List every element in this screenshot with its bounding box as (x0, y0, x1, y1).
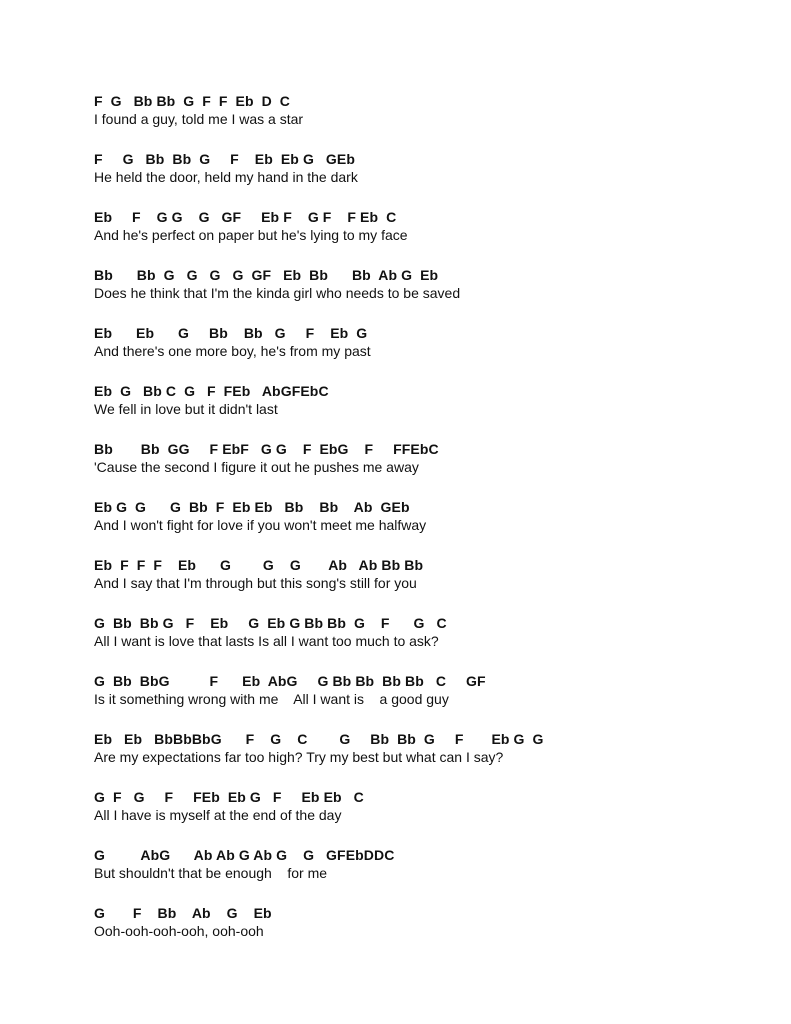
notes-line: G F Bb Ab G Eb (94, 905, 272, 921)
lyric-line: And there's one more boy, he's from my past (94, 343, 371, 359)
lyric-line: Does he think that I'm the kinda girl who needs to be saved (94, 285, 461, 301)
lyric-line: 'Cause the second I figure it out he pushes me away (94, 459, 419, 475)
notes-line: Eb F F F Eb G G G Ab Ab Bb Bb (94, 557, 424, 573)
verse-12 (94, 730, 754, 766)
notes-line: G AbG Ab Ab G Ab G G GFEbDDC (94, 847, 395, 863)
verse-8 (94, 498, 754, 534)
verse-11 (94, 672, 754, 708)
verse-4 (94, 266, 754, 302)
lyric-line: Is it something wrong with me All I want is a good guy (94, 691, 449, 707)
notes-line: G Bb BbG F Eb AbG G Bb Bb Bb Bb C GF (94, 673, 486, 689)
song-sheet (94, 92, 754, 962)
verse-5 (94, 324, 754, 360)
verse-15 (94, 904, 754, 940)
lyric-line: He held the door, held my hand in the dark (94, 169, 358, 185)
lyric-line: And he's perfect on paper but he's lying to my face (94, 227, 408, 243)
notes-line: G F G F FEb Eb G F Eb Eb C (94, 789, 364, 805)
notes-line: Bb Bb GG F EbF G G F EbG F FFEbC (94, 441, 439, 457)
notes-line: F G Bb Bb G F Eb Eb G GEb (94, 151, 355, 167)
verse-9 (94, 556, 754, 592)
lyric-line: Are my expectations far too high? Try my best but what can I say? (94, 749, 504, 765)
notes-line: Eb Eb G Bb Bb G F Eb G (94, 325, 368, 341)
notes-line: F G Bb Bb G F F Eb D C (94, 93, 290, 109)
notes-line: G Bb Bb G F Eb G Eb G Bb Bb G F G C (94, 615, 447, 631)
lyric-line: We fell in love but it didn't last (94, 401, 278, 417)
notes-line: Eb Eb BbBbBbG F G C G Bb Bb G F Eb G G (94, 731, 544, 747)
verse-13 (94, 788, 754, 824)
verse-3 (94, 208, 754, 244)
notes-line: Bb Bb G G G G GF Eb Bb Bb Ab G Eb (94, 267, 439, 283)
verse-14 (94, 846, 754, 882)
lyric-line: But shouldn't that be enough for me (94, 865, 328, 881)
verse-6 (94, 382, 754, 418)
notes-line: Eb G Bb C G F FEb AbGFEbC (94, 383, 329, 399)
lyric-line: All I want is love that lasts Is all I want too much to ask? (94, 633, 439, 649)
verse-7 (94, 440, 754, 476)
notes-line: Eb G G G Bb F Eb Eb Bb Bb Ab GEb (94, 499, 410, 515)
lyric-line: All I have is myself at the end of the day (94, 807, 342, 823)
verse-2 (94, 150, 754, 186)
lyric-line: And I say that I'm through but this song's still for you (94, 575, 417, 591)
lyric-line: And I won't fight for love if you won't meet me halfway (94, 517, 427, 533)
lyric-line: I found a guy, told me I was a star (94, 111, 304, 127)
notes-line: Eb F G G G GF Eb F G F F Eb C (94, 209, 397, 225)
lyric-line: Ooh-ooh-ooh-ooh, ooh-ooh (94, 923, 264, 939)
verse-1 (94, 92, 754, 128)
verse-10 (94, 614, 754, 650)
